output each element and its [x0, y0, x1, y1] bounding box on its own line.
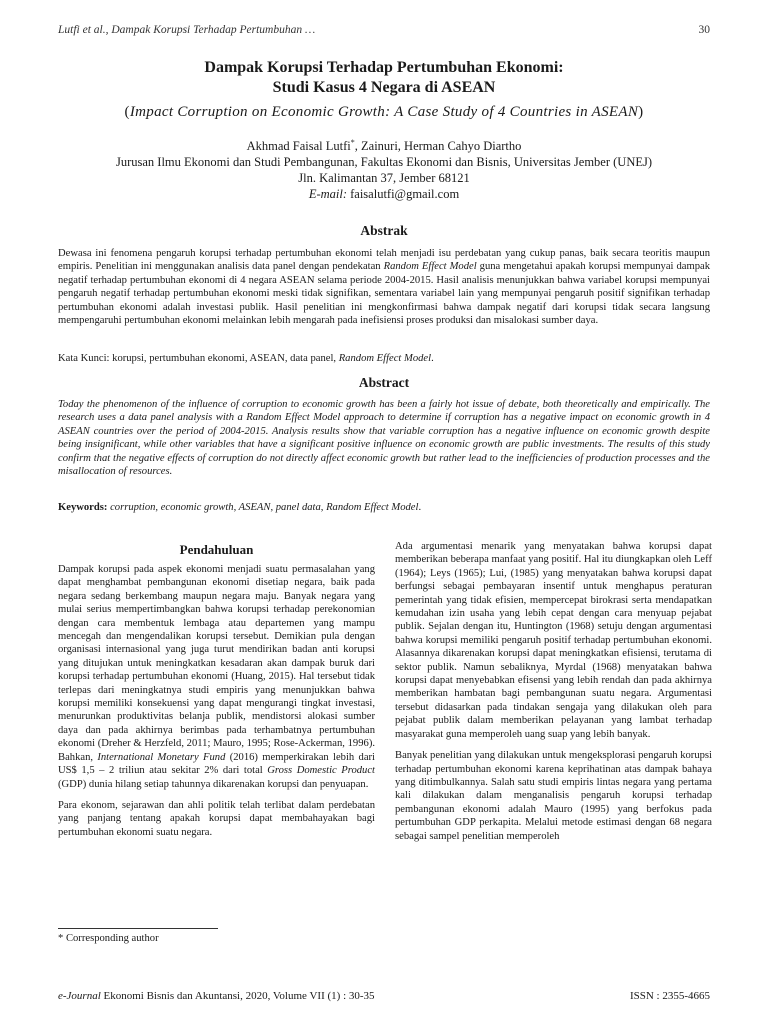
abstrak-heading: Abstrak [360, 223, 408, 238]
left-p1-em-imf: International Monetary Fund [97, 751, 226, 763]
right-paragraph-1: Ada argumentasi menarik yang menyatakan bahwa korupsi dapat memberikan beberapa manfaat yang positif. Hal itu diungkapkan oleh Leff (1964); Leys (1965); Lui, (1985) yang menyatakan bahwa korupsi dapat berfungsi sebagai pembayaran insentif untuk menghapus peraturan pemerintah yang tidak efisien, mempercepat birokrasi serta mendapatkan kemudahan izin usaha yang lebih cepat dengan cara menyuap pejabat publik. Sejalan dengan itu, Huntington (1968) setuju dengan argumentasi bahwa korupsi memiliki pengaruh positif terhadap pertumbuhan ekonomi. Alasannya dikarenakan korupsi dapat meningkatkan efisiensi, terutama di sektor publik. Namun sebaliknya, Myrdal (1968) menyatakan bahwa korupsi dapat menyebabkan efisensi yang lebih rendah dan pada akhirnya memberikan hambatan bagi pembangunan suatu negara. Argumentasi tersebut didasarkan pada tindakan sengaja yang dilakukan oleh para pejabat publik dalam memberikan pelayanan yang lambat terhadap masyarakat guna memperoleh uang suap yang lebih banyak. [395, 541, 712, 740]
footnote-rule [58, 928, 218, 929]
kata-kunci-label: Kata Kunci: [58, 353, 113, 364]
abstrak-em: Random Effect Model [383, 261, 477, 273]
paper-title [40, 58, 728, 98]
left-paragraph-1 [58, 563, 375, 791]
journal-prefix: e-Journal [58, 990, 101, 1002]
title-block [40, 58, 728, 202]
kata-kunci-terms: korupsi, pertumbuhan ekonomi, ASEAN, data panel, [112, 353, 339, 364]
address: Jln. Kalimantan 37, Jember 68121 [298, 171, 470, 186]
footnote: * Corresponding author [58, 933, 159, 944]
right-column [395, 540, 712, 851]
left-paragraph-2: Para ekonom, sejarawan dan ahli politik telah terlibat dalam perdebatan yang panjang tentang apakah korupsi dapat membahayakan bagi pertumbuhan ekonomi suatu negara. [58, 799, 375, 838]
journal-details: Ekonomi Bisnis dan Akuntansi, 2020, Volume VII (1) : 30-35 [100, 990, 375, 1002]
left-column [58, 563, 375, 847]
keywords [58, 502, 710, 513]
abstract-heading: Abstract [358, 375, 410, 390]
abstract-text: Today the phenomenon of the influence of corruption to economic growth has been a fairly hot issue of debate, both theoretically and empirically. The research uses a data panel analysis with a Random Effect Model approach to determine if corruption has a negative impact on economic growth in 4 ASEAN countries over the period of 2004-2015. Analysis results show that variable corruption has a negative influence on economic growth despite being insignificant, while other variables that have a significant positive influence on economic growth are public investments. The results of this study confirm that the negative effects of corruption do not directly affect economic growth but rather lead to the inefficiencies of production processes and the misallocation of resources. [58, 399, 710, 478]
kata-kunci-end: . [431, 353, 434, 364]
corresponding-mark: * [350, 138, 355, 147]
running-head [58, 24, 710, 36]
abstrak-text [58, 247, 710, 327]
keywords-end: . [418, 502, 422, 513]
page-footer [58, 990, 710, 1002]
email-line [40, 186, 728, 202]
english-title-text: Impact Corruption on Economic Growth: A Case Study of 4 Countries in ASEAN [129, 104, 639, 120]
right-paragraph-2: Banyak penelitian yang dilakukan untuk mengeksplorasi pengaruh korupsi terhadap pertumbuhan ekonomi karena keprihatinan atas dampak bahaya yang ditimbulkannya. Salah satu studi empiris lintas negara yang pertama kali dilakukan dalam menganalisis pengaruh korupsi terhadap pembangunan ekonomi adalah Mauro (1995) yang berfokus pada pertumbuhan GDP perkapita. Melalui metode estimasi dengan 68 negara sebagai sampel penelitian memperoleh [395, 750, 712, 842]
page-number: 30 [698, 24, 710, 36]
author-first: Akhmad Faisal Lutfi [246, 139, 351, 154]
left-p1-em-gdp: Gross Domestic Product [267, 765, 375, 777]
author-rest: , Zainuri, Herman Cahyo Diartho [354, 139, 522, 154]
issn: ISSN : 2355-4665 [629, 990, 710, 1002]
running-head-title: Lutfi et al., Dampak Korupsi Terhadap Pertumbuhan … [58, 24, 316, 36]
kata-kunci-em: Random Effect Model [338, 353, 432, 364]
keywords-terms: corruption, economic growth, ASEAN, panel data, Random Effect Model [110, 502, 419, 513]
kata-kunci [58, 353, 710, 364]
paper-title-line1: Dampak Korupsi Terhadap Pertumbuhan Ekonomi: [204, 59, 564, 76]
journal-citation [58, 990, 375, 1002]
left-p1-part-b: (2016) memperkirakan lebih dari US$ 1,5 – 2 triliun atau sekitar 2% dari total [58, 751, 375, 777]
english-title [40, 104, 728, 121]
english-title-open: ( [124, 104, 130, 120]
email-address[interactable]: faisalutfi@gmail.com [347, 187, 460, 202]
english-title-close: ) [638, 104, 644, 120]
section-title-pendahuluan: Pendahuluan [179, 542, 254, 557]
keywords-label: Keywords: [58, 502, 111, 513]
left-p1-part-a: Dampak korupsi pada aspek ekonomi menjadi suatu permasalahan yang dapat menghambat pembangunan ekonomi disetiap negara, baik pada negara sedang berkembang maupun negara maju. Banyak negara yang mulai serius mempertimbangkan bahwa korupsi terhadap perekonomian dengan cara membentuk lembaga atau departemen yang mampu mencegah dan mengendalikan korupsi tersebut. Demikian pula dengan organisasi internasional yang juga turut mendirikan badan anti korupsi yang ditujukan untuk meningkatkan kesadaran akan dampak buruk dari korupsi terhadap pertumbuhan ekonomi (Huang, 2015). Hal tersebut tidak terlepas dari meningkatnya studi empiris yang menunjukkan bahwa korupsi memiliki konsekuensi yang dapat mengurangi tingkat investasi, menurunkan produktivitas belanja publik, mendistorsi alokasi sumber daya dan pada akhirnya berimbas pada terhambatnya pertumbuhan ekonomi (Dreher & Herzfeld, 2011; Mauro, 1995; Rose-Ackerman, 1996). Bahkan, [58, 564, 375, 763]
abstrak-part1: Dewasa ini fenomena pengaruh korupsi terhadap pertumbuhan ekonomi telah menjadi isu perdebatan yang cukup panas, baik secara teoritis maupun empiris. Penelitian ini menggunakan analisis data panel dengan pendekatan [58, 248, 710, 273]
left-p1-part-c: (GDP) dunia hilang setiap tahunnya dikarenakan korupsi dan penyuapan. [58, 778, 369, 790]
author-list [40, 135, 728, 154]
affiliation: Jurusan Ilmu Ekonomi dan Studi Pembangunan, Fakultas Ekonomi dan Bisnis, Universitas Jember (UNEJ) [115, 155, 653, 170]
email-label: E-mail: [308, 187, 347, 202]
paper-title-line2: Studi Kasus 4 Negara di ASEAN [272, 79, 496, 96]
abstrak-part2: guna mengetahui apakah korupsi mempunyai dampak negatif terhadap pertumbuhan ekonomi di 4 negara ASEAN selama periode 2004-2015. Hasil analisis menunjukkan bahwa variabel korupsi mempunyai pengaruh negatif terhadap pertumbuhan ekonomi meski tidak signifikan, sementara variabel lain yang mempunyai pengaruh positif signifikan terhadap pertumbuhan ekonomi adalah investasi publik. Hasil penelitian ini mengkonfirmasi bahwa dampak negatif dari korupsi tidak secara langsung mempengaruhi pertumbuhan ekonomi melainkan lebih mengarah pada inefisiensi proses produksi dan misalokasi sumber daya. [58, 261, 711, 327]
